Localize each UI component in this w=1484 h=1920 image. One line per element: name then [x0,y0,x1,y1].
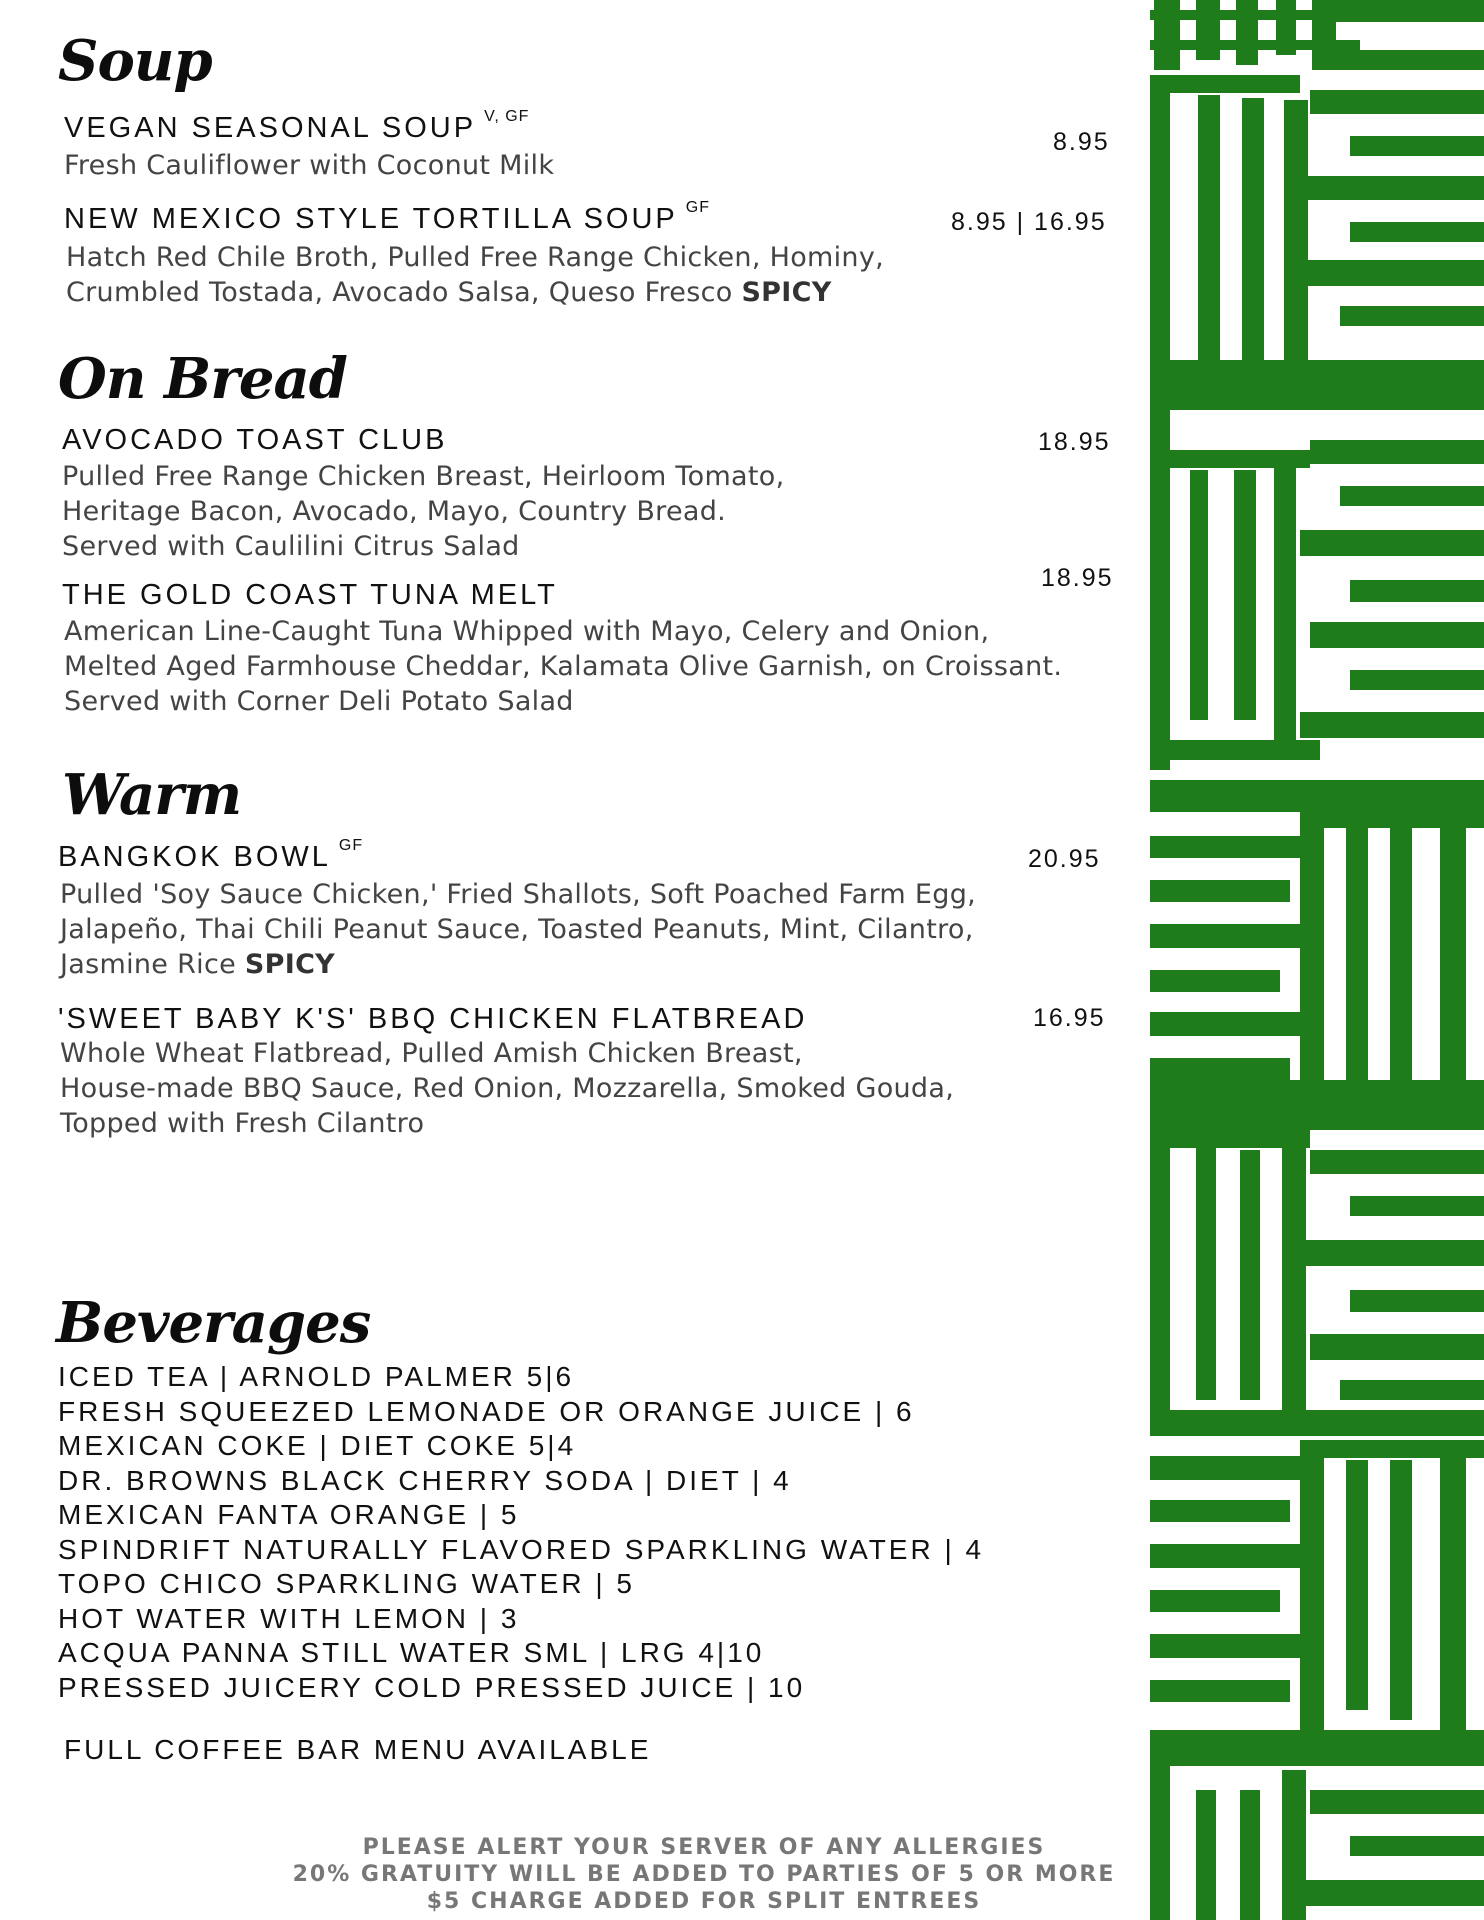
menu-item-price: 8.95 | 16.95 [951,208,1107,236]
allergy-footer [204,1834,1204,1915]
dietary-tag: GF [685,199,710,216]
description-line: American Line-Caught Tuna Whipped with Mayo, Celery and Onion, [64,616,990,647]
beverage-list [58,1360,984,1705]
description-line: Whole Wheat Flatbread, Pulled Amish Chicken Breast, [60,1038,803,1069]
item-name-text: VEGAN SEASONAL SOUP [64,112,477,144]
item-name-text: THE GOLD COAST TUNA MELT [62,579,558,611]
description-text: Jasmine Rice [60,949,245,980]
spicy-label: SPICY [244,949,336,980]
description-line: Hatch Red Chile Broth, Pulled Free Range Chicken, Hominy, [66,242,884,273]
description-line: Melted Aged Farmhouse Cheddar, Kalamata Olive Garnish, on Croissant. [64,651,1063,682]
menu-item-name [58,837,364,874]
description-line [66,275,884,310]
description-line: Served with Corner Deli Potato Salad [64,686,574,717]
menu-item-description [62,459,784,564]
beverage-item: HOT WATER WITH LEMON | 3 [58,1602,520,1634]
description-line: Pulled Free Range Chicken Breast, Heirloom Tomato, [62,461,785,492]
beverage-item: DR. BROWNS BLACK CHERRY SODA | DIET | 4 [58,1464,792,1496]
description-line: Fresh Cauliflower with Coconut Milk [64,150,555,181]
footer-line: 20% GRATUITY WILL BE ADDED TO PARTIES OF 5 OR MORE [292,1862,1116,1887]
menu-item-name [64,108,530,145]
menu-item-name [62,579,558,612]
basketweave-pattern-panel [1150,0,1484,1920]
dietary-tag: V, GF [484,108,530,125]
menu-item-description [64,614,1062,719]
menu-item-description [66,240,884,310]
beverage-item: PRESSED JUICERY COLD PRESSED JUICE | 10 [58,1671,806,1703]
menu-item-price: 20.95 [1028,845,1101,873]
item-name-text: NEW MEXICO STYLE TORTILLA SOUP [64,203,678,235]
menu-item-description [60,1036,954,1141]
description-line: Pulled 'Soy Sauce Chicken,' Fried Shallots, Soft Poached Farm Egg, [60,879,977,910]
item-name-text: BANGKOK BOWL [58,841,331,873]
section-heading-on-bread: On Bread [58,346,347,412]
description-line: Heritage Bacon, Avocado, Mayo, Country Bread. [62,496,727,527]
menu-item-price: 18.95 [1041,564,1114,592]
description-text: Crumbled Tostada, Avocado Salsa, Queso Fresco [66,277,742,308]
beverage-item: SPINDRIFT NATURALLY FLAVORED SPARKLING WATER | 4 [58,1533,985,1565]
description-line: Jalapeño, Thai Chili Peanut Sauce, Toasted Peanuts, Mint, Cilantro, [60,914,974,945]
menu-item-description [64,148,554,183]
menu-item-description [60,877,976,982]
beverage-item: ACQUA PANNA STILL WATER SML | LRG 4|10 [58,1637,765,1668]
footer-line: $5 CHARGE ADDED FOR SPLIT ENTREES [426,1889,982,1914]
menu-item-price: 16.95 [1033,1004,1106,1032]
beverage-item: MEXICAN COKE | DIET COKE 5|4 [58,1430,577,1461]
menu-item-price: 18.95 [1038,428,1111,456]
beverage-item: TOPO CHICO SPARKLING WATER | 5 [58,1568,635,1599]
menu-item-name [58,1003,807,1036]
menu-item-name [64,199,710,236]
spicy-label: SPICY [741,277,832,308]
footer-line: PLEASE ALERT YOUR SERVER OF ANY ALLERGIES [362,1835,1046,1860]
description-line: Topped with Fresh Cilantro [60,1108,425,1139]
dietary-tag: GF [338,837,364,854]
description-line [60,947,976,982]
menu-item-name [62,424,447,457]
menu-item-price: 8.95 [1053,128,1110,156]
beverage-item: MEXICAN FANTA ORANGE | 5 [58,1499,520,1530]
description-line: Served with Caulilini Citrus Salad [62,531,520,562]
section-heading-soup: Soup [58,28,212,94]
description-line: House-made BBQ Sauce, Red Onion, Mozzarella, Smoked Gouda, [60,1073,955,1104]
coffee-bar-note: FULL COFFEE BAR MENU AVAILABLE [64,1734,652,1765]
beverage-item: ICED TEA | ARNOLD PALMER 5|6 [58,1361,575,1392]
item-name-text: 'SWEET BABY K'S' BBQ CHICKEN FLATBREAD [58,1003,808,1035]
section-heading-warm: Warm [62,762,242,828]
section-heading-beverages: Beverages [56,1290,371,1356]
item-name-text: AVOCADO TOAST CLUB [62,424,448,456]
beverage-item: FRESH SQUEEZED LEMONADE OR ORANGE JUICE | 6 [58,1395,915,1427]
